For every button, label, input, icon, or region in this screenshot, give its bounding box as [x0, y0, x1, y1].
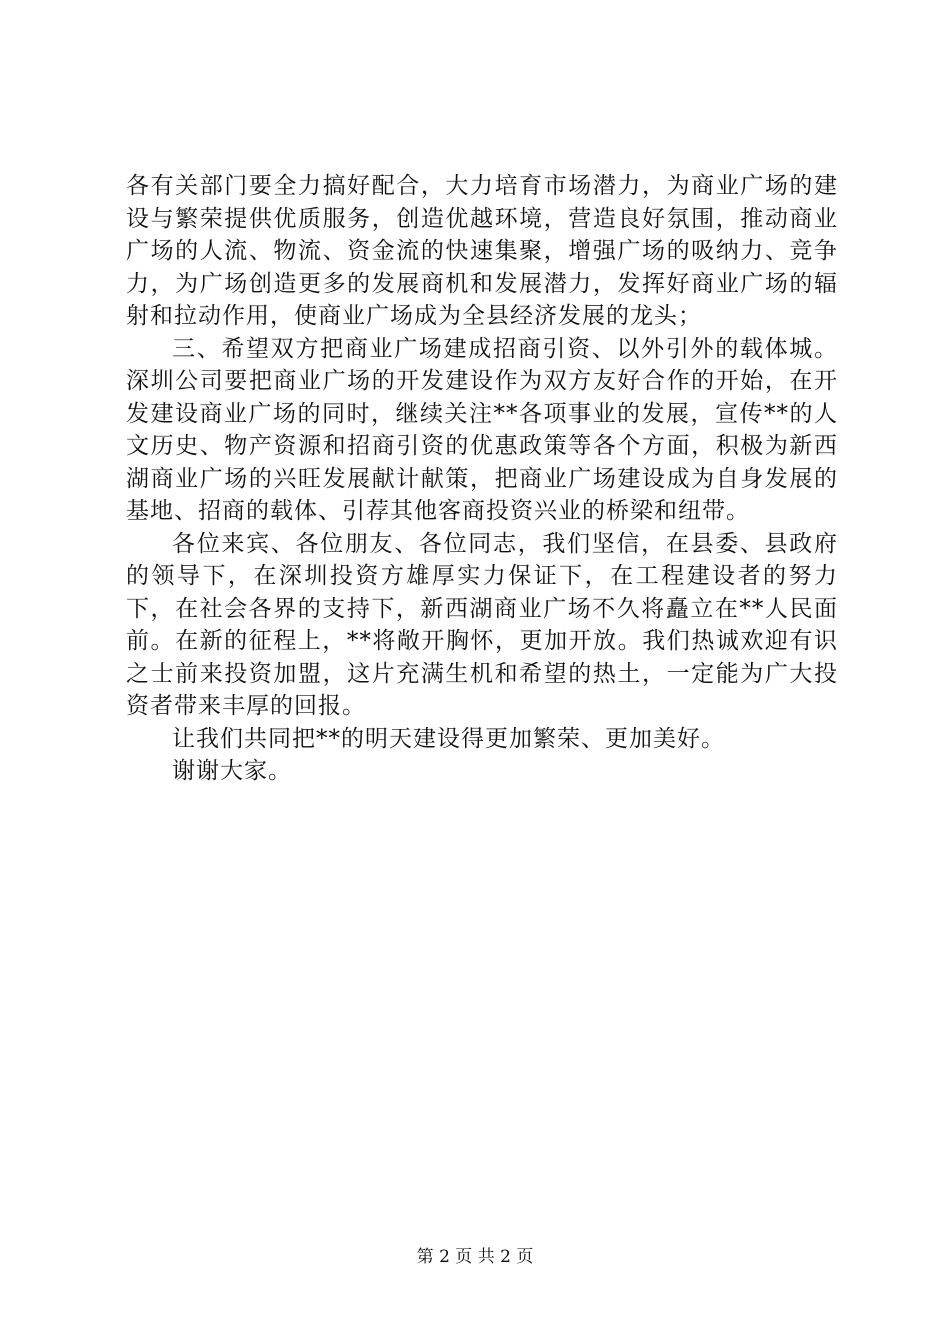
paragraph-3: 各位来宾、各位朋友、各位同志，我们坚信，在县委、县政府的领导下，在深圳投资方雄厚实力保证下，在工程建设者的努力下，在社会各界的支持下，新西湖商业广场不久将矗立在**人民面前。在新的征程上，**将敞开胸怀，更加开放。我们热诚欢迎有识之士前来投资加盟，这片充满生机和希望的热土，一定能为广大投资者带来丰厚的回报。 [126, 530, 838, 719]
page-footer: 第 2 页 共 2 页 [416, 1247, 534, 1267]
paragraph-1: 各有关部门要全力搞好配合，大力培育市场潜力，为商业广场的建设与繁荣提供优质服务，创造优越环境，营造良好氛围，推动商业广场的人流、物流、资金流的快速集聚，增强广场的吸纳力、竞争力，为广场创造更多的发展商机和发展潜力，发挥好商业广场的辐射和拉动作用，使商业广场成为全县经济发展的龙头； [126, 173, 838, 329]
document-body [126, 170, 838, 788]
paragraph-2: 三、希望双方把商业广场建成招商引资、以外引外的载体城。深圳公司要把商业广场的开发建设作为双方友好合作的开始，在开发建设商业广场的同时，继续关注**各项事业的发展，宣传**的人文历史、物产资源和招商引资的优惠政策等各个方面，积极为新西湖商业广场的兴旺发展献计献策，把商业广场建设成为自身发展的基地、招商的载体、引荐其他客商投资兴业的桥梁和纽带。 [126, 335, 838, 524]
paragraph-5: 谢谢大家。 [172, 758, 292, 784]
paragraph-4: 让我们共同把**的明天建设得更加繁荣、更加美好。 [172, 725, 725, 752]
